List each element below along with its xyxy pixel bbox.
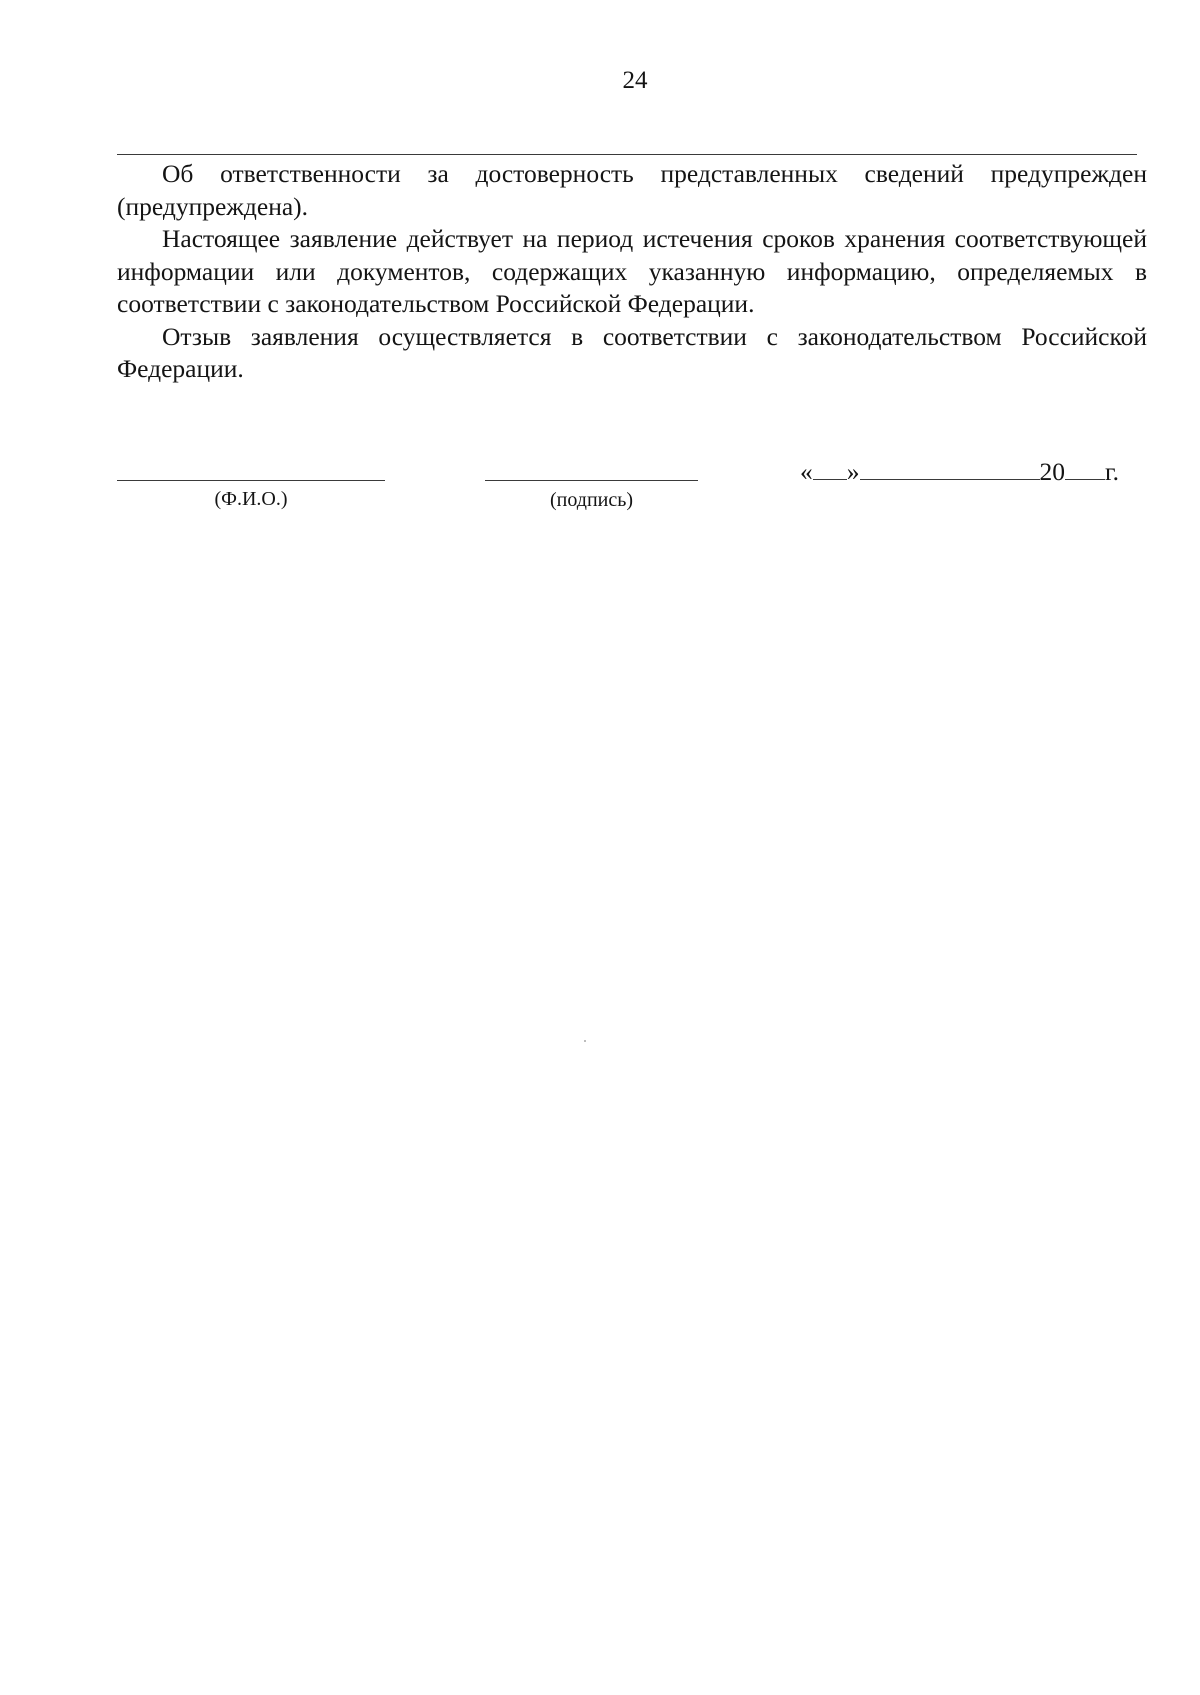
month-blank	[860, 455, 1040, 480]
name-blank-line	[117, 480, 385, 481]
date-close-quote: »	[846, 457, 860, 486]
name-caption: (Ф.И.О.)	[214, 488, 288, 510]
paragraph-responsibility: Об ответственности за достоверность представленных сведений предупрежден (предупреждена).	[117, 159, 1147, 221]
day-blank	[813, 455, 847, 480]
top-rule	[117, 154, 1137, 155]
page-number: 24	[622, 67, 648, 94]
year-suffix: г.	[1105, 457, 1119, 486]
paragraph-validity-period: Настоящее заявление действует на период истечения сроков хранения соответствующей информации или документов, содержащих указанную информацию, определяемых в соответствии с законодательством Российской Федерации.	[117, 224, 1147, 318]
date-line	[800, 455, 1119, 487]
year-blank	[1065, 455, 1105, 480]
scan-speck	[584, 1040, 586, 1042]
date-open-quote: «	[800, 457, 813, 486]
statement-body	[117, 158, 1147, 386]
paragraph-revocation: Отзыв заявления осуществляется в соответствии с законодательством Российской Федерации.	[117, 321, 1147, 383]
signature-blank-line	[485, 480, 698, 481]
signature-caption: (подпись)	[549, 489, 634, 511]
year-century: 20	[1039, 457, 1065, 486]
